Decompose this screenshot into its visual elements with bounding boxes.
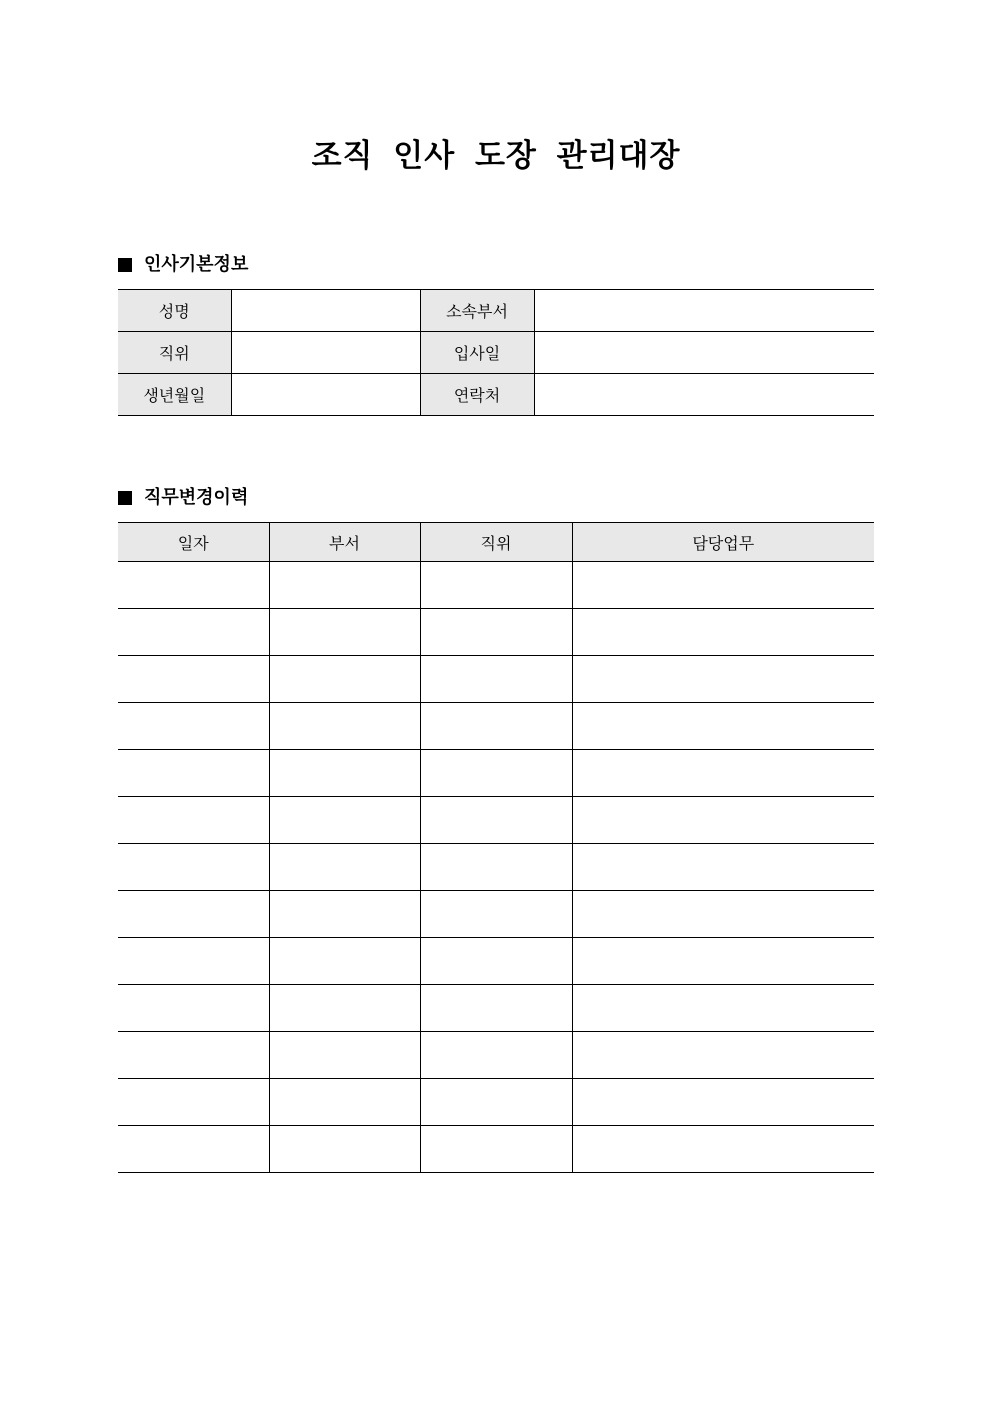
table-cell[interactable] [572, 844, 874, 891]
table-cell[interactable] [269, 656, 420, 703]
table-cell[interactable] [269, 703, 420, 750]
table-cell[interactable] [572, 609, 874, 656]
field-label: 소속부서 [420, 290, 534, 332]
table-cell[interactable] [572, 562, 874, 609]
document-title: 조직 인사 도장 관리대장 [311, 138, 681, 174]
table-cell[interactable] [118, 562, 269, 609]
table-cell[interactable] [269, 1079, 420, 1126]
table-row [118, 562, 874, 609]
field-value[interactable] [231, 332, 420, 374]
table-cell[interactable] [420, 1032, 572, 1079]
column-header: 부서 [269, 523, 420, 562]
table-cell[interactable] [572, 891, 874, 938]
table-cell[interactable] [572, 1126, 874, 1173]
basic-info-row [118, 332, 874, 374]
table-cell[interactable] [118, 656, 269, 703]
table-cell[interactable] [572, 938, 874, 985]
table-cell[interactable] [118, 703, 269, 750]
table-cell[interactable] [118, 985, 269, 1032]
table-row [118, 844, 874, 891]
table-row [118, 1032, 874, 1079]
history-heading-label: 직무변경이력 [144, 487, 249, 508]
table-cell[interactable] [420, 656, 572, 703]
table-cell[interactable] [269, 562, 420, 609]
table-cell[interactable] [269, 844, 420, 891]
table-cell[interactable] [118, 844, 269, 891]
table-row [118, 938, 874, 985]
basic-info-heading-label: 인사기본정보 [144, 254, 249, 275]
table-cell[interactable] [572, 797, 874, 844]
history-table [118, 522, 874, 1173]
table-row [118, 797, 874, 844]
table-cell[interactable] [420, 1126, 572, 1173]
table-cell[interactable] [118, 1079, 269, 1126]
table-cell[interactable] [572, 703, 874, 750]
table-cell[interactable] [118, 891, 269, 938]
table-cell[interactable] [269, 1032, 420, 1079]
table-cell[interactable] [420, 562, 572, 609]
table-cell[interactable] [420, 938, 572, 985]
field-value[interactable] [534, 332, 874, 374]
basic-info-table [118, 289, 874, 416]
field-value[interactable] [534, 374, 874, 416]
table-cell[interactable] [118, 1126, 269, 1173]
table-cell[interactable] [420, 703, 572, 750]
table-cell[interactable] [269, 938, 420, 985]
field-label: 직위 [118, 332, 231, 374]
table-cell[interactable] [420, 609, 572, 656]
table-row [118, 1079, 874, 1126]
table-cell[interactable] [269, 609, 420, 656]
table-cell[interactable] [269, 985, 420, 1032]
table-cell[interactable] [572, 985, 874, 1032]
table-cell[interactable] [269, 891, 420, 938]
table-row [118, 656, 874, 703]
field-label: 성명 [118, 290, 231, 332]
table-cell[interactable] [269, 750, 420, 797]
column-header: 일자 [118, 523, 269, 562]
table-row [118, 891, 874, 938]
table-cell[interactable] [572, 750, 874, 797]
table-cell[interactable] [118, 938, 269, 985]
table-cell[interactable] [118, 750, 269, 797]
basic-info-heading [118, 253, 248, 277]
field-value[interactable] [231, 374, 420, 416]
table-cell[interactable] [118, 797, 269, 844]
field-label: 입사일 [420, 332, 534, 374]
table-cell[interactable] [420, 1079, 572, 1126]
basic-info-row [118, 290, 874, 332]
table-row [118, 609, 874, 656]
table-cell[interactable] [420, 985, 572, 1032]
table-cell[interactable] [420, 891, 572, 938]
field-label: 연락처 [420, 374, 534, 416]
table-cell[interactable] [572, 1079, 874, 1126]
table-cell[interactable] [572, 1032, 874, 1079]
table-cell[interactable] [420, 750, 572, 797]
table-cell[interactable] [269, 797, 420, 844]
table-cell[interactable] [269, 1126, 420, 1173]
table-row [118, 1126, 874, 1173]
square-bullet-icon [118, 491, 132, 505]
column-header: 직위 [420, 523, 572, 562]
table-cell[interactable] [420, 797, 572, 844]
table-cell[interactable] [118, 1032, 269, 1079]
table-cell[interactable] [118, 609, 269, 656]
field-label: 생년월일 [118, 374, 231, 416]
table-row [118, 703, 874, 750]
field-value[interactable] [231, 290, 420, 332]
square-bullet-icon [118, 258, 132, 272]
history-heading [118, 486, 248, 510]
table-row [118, 750, 874, 797]
history-header-row [118, 523, 874, 562]
table-row [118, 985, 874, 1032]
table-cell[interactable] [420, 844, 572, 891]
field-value[interactable] [534, 290, 874, 332]
basic-info-row [118, 374, 874, 416]
column-header: 담당업무 [572, 523, 874, 562]
table-cell[interactable] [572, 656, 874, 703]
